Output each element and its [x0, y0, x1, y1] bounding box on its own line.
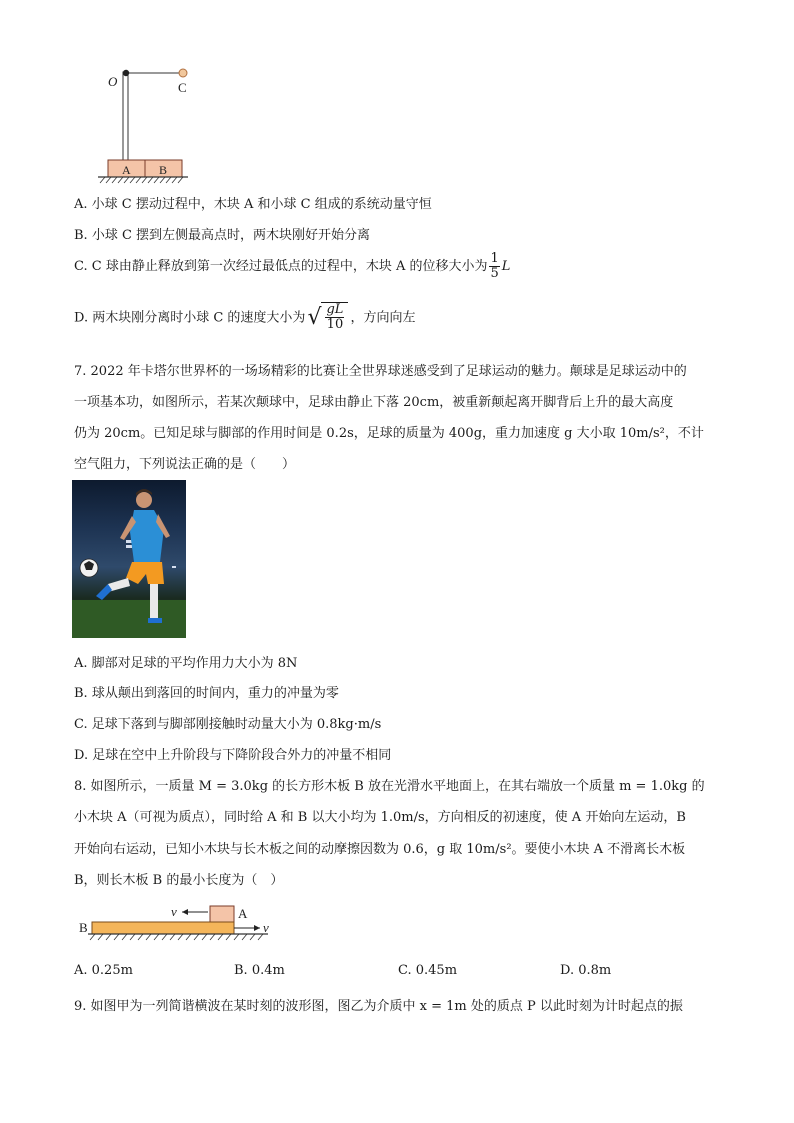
q7-option-a: A. 脚部对足球的平均作用力大小为 8N	[74, 656, 298, 671]
q8-option-a: A. 0.25m	[74, 963, 133, 978]
fraction-one-fifth: $\frac{1}{5}$	[490, 251, 499, 281]
q6-option-b: B. 小球 C 摆到左侧最高点时，两木块刚好开始分离	[74, 228, 371, 243]
q9-line-1: 9. 如图甲为一列简谐横波在某时刻的波形图，图乙为介质中 x = 1m 处的质点 P 以此时刻为计时起点的振	[74, 999, 683, 1014]
label-b: B	[159, 163, 168, 177]
q8-line-1: 8. 如图所示，一质量 M = 3.0kg 的长方形木板 B 放在光滑水平地面上，在其右端放一个质量 m = 1.0kg 的	[74, 779, 705, 794]
q8-option-c: C. 0.45m	[398, 963, 458, 978]
q6-option-d: D. 两木块刚分离时小球 C 的速度大小为 √ $\frac{gL}{10}$ ，方向向左	[74, 302, 416, 332]
label-o: O	[108, 74, 118, 89]
q7-line-4: 空气阻力，下列说法正确的是（ ）	[74, 457, 296, 472]
q7-line-2: 一项基本功，如图所示，若某次颠球中，足球由静止下落 20cm，被重新颠起离开脚背后上升的最大高度	[74, 395, 674, 410]
sqrt-expression: √ $\frac{gL}{10}$	[307, 302, 348, 334]
q7-option-c: C. 足球下落到与脚部刚接触时动量大小为 0.8kg·m/s	[74, 717, 382, 732]
q8-option-d: D. 0.8m	[560, 963, 612, 978]
q7-option-d: D. 足球在空中上升阶段与下降阶段合外力的冲量不相同	[74, 748, 392, 763]
q6-option-a: A. 小球 C 摆动过程中，木块 A 和小球 C 组成的系统动量守恒	[74, 197, 432, 212]
board-block-figure	[74, 900, 284, 946]
q7-line-3: 仍为 20cm。已知足球与脚部的作用时间是 0.2s，足球的质量为 400g，重力加速度 g 大小取 10m/s²，不计	[74, 426, 704, 441]
q8-line-4: B，则长木板 B 的最小长度为（ ）	[74, 873, 284, 888]
q6-option-c: C. C 球由静止释放到第一次经过最低点的过程中，木块 A 的位移大小为 $\frac{1}{5}$ L	[74, 251, 511, 281]
q8-line-2: 小木块 A（可视为质点），同时给 A 和 B 以大小均为 1.0m/s，方向相反的初速度，使 A 开始向左运动，B	[74, 810, 686, 825]
q7-line-1: 7. 2022 年卡塔尔世界杯的一场场精彩的比赛让全世界球迷感受到了足球运动的魅力。颠球是足球运动中的	[74, 364, 687, 379]
q8-option-b: B. 0.4m	[234, 963, 285, 978]
q7-option-b: B. 球从颠出到落回的时间内，重力的冲量为零	[74, 686, 339, 701]
q8-line-3: 开始向右运动，已知小木块与长木板之间的动摩擦因数为 0.6，g 取 10m/s²。要使小木块 A 不滑离长木板	[74, 842, 686, 857]
fig-label-b: B	[79, 920, 88, 935]
label-a: A	[122, 163, 131, 177]
football-player-photo	[72, 480, 186, 638]
fig-label-a: A	[238, 906, 248, 921]
pendulum-figure	[96, 62, 226, 186]
fig-label-v-top: v	[171, 904, 177, 919]
label-c: C	[178, 80, 187, 95]
fig-label-v-bottom: v	[263, 920, 269, 935]
